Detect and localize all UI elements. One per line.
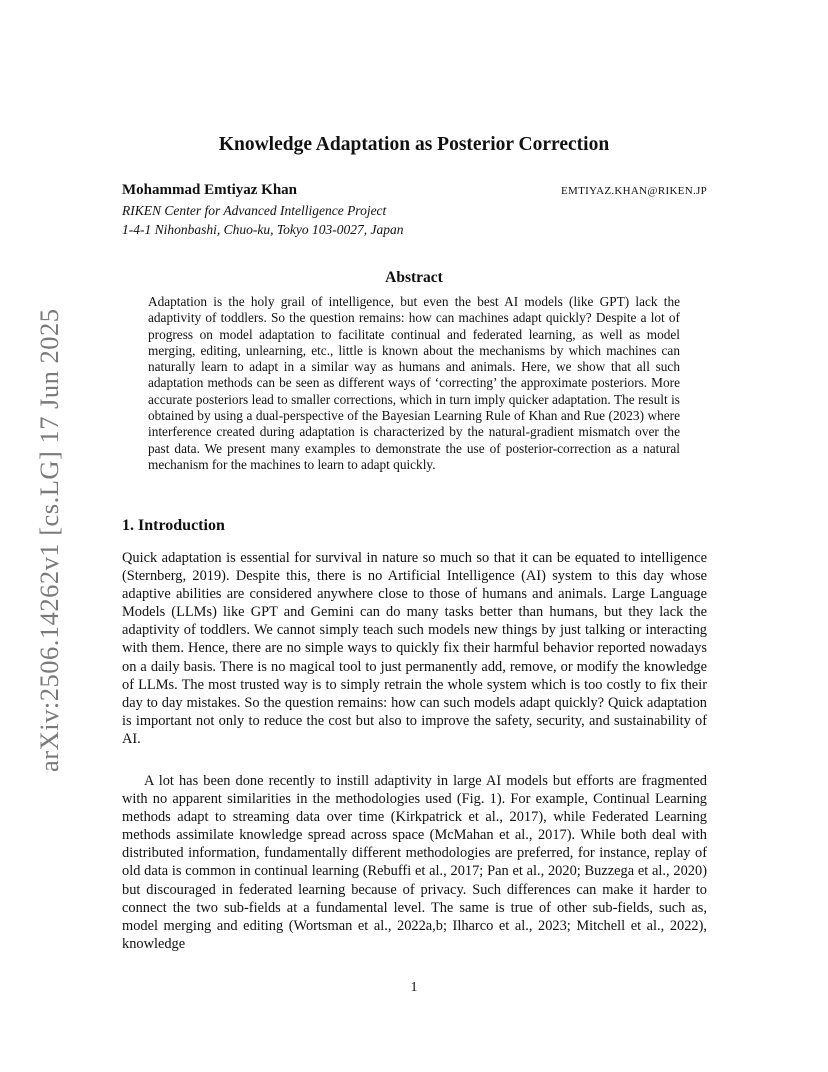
author-address: 1-4-1 Nihonbashi, Chuo-ku, Tokyo 103-0027, Japan [122, 222, 404, 237]
author-name: Mohammad Emtiyaz Khan [122, 182, 298, 198]
paper-title: Knowledge Adaptation as Posterior Correction [218, 134, 610, 155]
intro-paragraph-1: Quick adaptation is essential for survival in nature so much so that it can be equated to intelligence (Sternberg, 2019). Despite this, there is no Artificial Intelligence (AI) system to this day whose adaptive abilities are considered anywhere close to those of humans and animals. Large Language Models (LLMs) like GPT and Gemini can do many tasks better than humans, but they lack the adaptivity of toddlers. We cannot simply teach such models new things by just talking or interacting with them. Hence, there are no simple ways to quickly fix their harmful behavior reported nowadays on a daily basis. There is no magical tool to just permanently add, remove, or modify the knowledge of LLMs. The most trusted way is to simply retrain the whole system which is too costly to fix their day to day mistakes. So the question remains: how can such models adapt quickly? Quick adaptation is important not only to reduce the cost but also to improve the safety, security, and sustainability of AI. [122, 550, 707, 747]
author-affiliation: RIKEN Center for Advanced Intelligence Project [122, 203, 387, 218]
abstract-text: Adaptation is the holy grail of intelligence, but even the best AI models (like GPT) lack the adaptivity of toddlers. So the question remains: how can machines adapt quickly? Despite a lot of progress on model adaptation to facilitate continual and federated learning, as well as model merging, editing, unlearning, etc., little is known about the mechanisms by which machines can naturally learn to adapt in a similar way as humans and animals. Here, we show that all such adaptation methods can be seen as different ways of ‘correcting’ the approximate posteriors. More accurate posteriors lead to smaller corrections, which in turn imply quicker adaptation. The result is obtained by using a dual-perspective of the Bayesian Learning Rule of Khan and Rue (2023) where interference created during adaptation is characterized by the natural-gradient mismatch over the past data. We present many examples to demonstrate the use of posterior-correction as a natural mechanism for the machines to learn to adapt quickly. [148, 294, 680, 472]
section-heading-introduction: 1. Introduction [122, 517, 225, 534]
arxiv-identifier-stamp: arXiv:2506.14262v1 [cs.LG] 17 Jun 2025 [34, 308, 64, 772]
intro-paragraph-2: A lot has been done recently to instill adaptivity in large AI models but efforts are fragmented with no apparent similarities in the methodologies used (Fig. 1). For example, Continual Learning methods adapt to streaming data over time (Kirkpatrick et al., 2017), while Federated Learning methods assimilate knowledge spread across space (McMahan et al., 2017). While both deal with distributed information, fundamentally different methodologies are preferred, for instance, replay of old data is common in continual learning (Rebuffi et al., 2017; Pan et al., 2020; Buzzega et al., 2020) but discouraged in federated learning because of privacy. Such differences can make it harder to connect the two sub-fields at a fundamental level. The same is true of other sub-fields, such as, model merging and editing (Wortsman et al., 2022a,b; Ilharco et al., 2023; Mitchell et al., 2022), knowledge [122, 773, 707, 952]
abstract-heading: Abstract [385, 269, 443, 286]
author-email: EMTIYAZ.KHAN@RIKEN.JP [561, 185, 707, 197]
page-number: 1 [410, 980, 418, 995]
